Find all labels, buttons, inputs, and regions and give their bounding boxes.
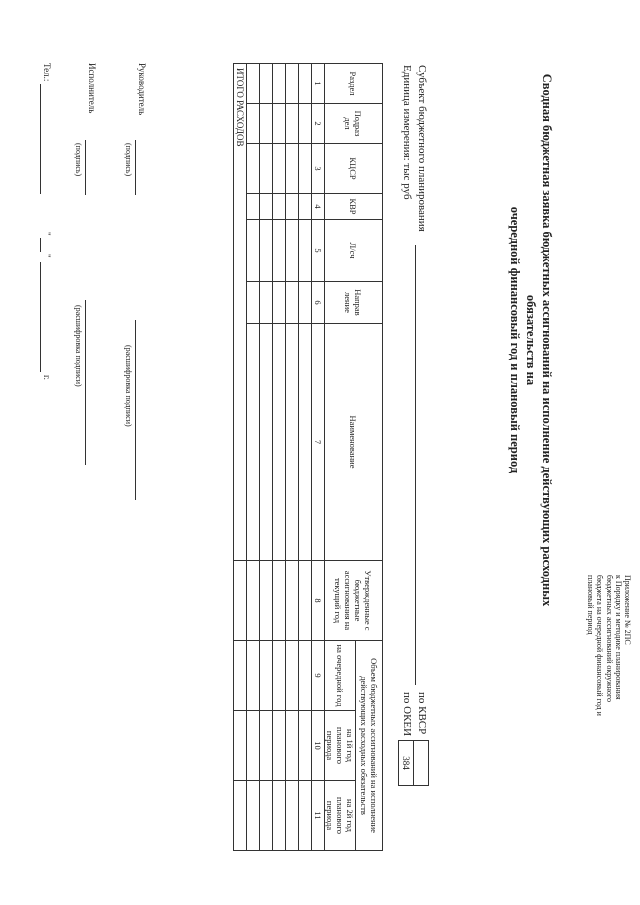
head-decode-caption: (расшифровка подписи) xyxy=(124,345,133,427)
table-cell[interactable] xyxy=(247,561,260,641)
date-open-quote: " xyxy=(42,232,52,236)
head-decode-line[interactable] xyxy=(135,320,136,500)
date-month-year-line[interactable] xyxy=(40,262,41,372)
kvsr-code-box[interactable] xyxy=(413,740,429,786)
column-number: 5 xyxy=(312,220,325,282)
table-cell[interactable] xyxy=(273,282,286,324)
head-label: Руководитель xyxy=(137,63,147,116)
table-cell[interactable] xyxy=(260,144,273,194)
header-ochered: на очередной год xyxy=(325,641,356,711)
table-cell[interactable] xyxy=(299,104,312,144)
table-cell[interactable] xyxy=(247,781,260,851)
total-row xyxy=(234,64,247,851)
header-lsch: Л/сч xyxy=(325,220,383,282)
table-cell[interactable] xyxy=(286,781,299,851)
header-kcsr: КЦСР xyxy=(325,144,383,194)
table-cell[interactable] xyxy=(286,104,299,144)
header-plan2: на 2й год планового периода xyxy=(325,781,356,851)
appendix-line: плановый период xyxy=(586,575,596,635)
column-number: 10 xyxy=(312,711,325,781)
kvsr-label: по КВСР xyxy=(416,692,428,735)
table-cell[interactable] xyxy=(273,104,286,144)
appendix-line: бюджета на очередной финансовый год и xyxy=(595,575,605,716)
column-number: 2 xyxy=(312,104,325,144)
table-cell[interactable] xyxy=(260,220,273,282)
table-cell[interactable] xyxy=(247,220,260,282)
header-plan1: на 1й год планового периода xyxy=(325,711,356,781)
column-number: 3 xyxy=(312,144,325,194)
table-cell[interactable] xyxy=(286,324,299,561)
table-cell[interactable] xyxy=(273,641,286,711)
unit-label: Единица измерения: тыс руб xyxy=(401,65,413,200)
appendix-line: Приложение № 2ПС xyxy=(623,575,632,645)
table-cell[interactable] xyxy=(247,641,260,711)
table-cell[interactable] xyxy=(299,711,312,781)
table-cell[interactable] xyxy=(286,220,299,282)
table-cell[interactable] xyxy=(286,64,299,104)
exec-label: Исполнитель xyxy=(87,63,97,114)
table-cell[interactable] xyxy=(273,561,286,641)
total-cell[interactable] xyxy=(234,711,247,781)
title-line-1: Сводная бюджетная заявка бюджетных ассигнований на исполнение действующих расходных обязательств на xyxy=(524,73,554,607)
table-cell[interactable] xyxy=(299,641,312,711)
table-cell[interactable] xyxy=(299,194,312,220)
table-cell[interactable] xyxy=(273,324,286,561)
header-naimenovanie: Наименование xyxy=(325,324,383,561)
table-cell[interactable] xyxy=(299,282,312,324)
table-cell[interactable] xyxy=(247,711,260,781)
table-row xyxy=(299,64,312,851)
header-obem-group: Объем бюджетных ассигнований на исполнение действующих расходных обязательств xyxy=(356,641,383,851)
table-cell[interactable] xyxy=(273,781,286,851)
appendix-line: бюджетных ассигнований окружного xyxy=(604,575,614,702)
table-cell[interactable] xyxy=(286,194,299,220)
table-cell[interactable] xyxy=(260,104,273,144)
table-cell[interactable] xyxy=(247,64,260,104)
header-utverzhdennye: Утвержденные с бюджетные ассигнования на текущий год xyxy=(325,561,383,641)
column-number: 6 xyxy=(312,282,325,324)
column-number: 11 xyxy=(312,781,325,851)
exec-sign-caption: (подпись) xyxy=(74,143,83,177)
total-cell[interactable] xyxy=(234,641,247,711)
table-cell[interactable] xyxy=(260,641,273,711)
table-cell[interactable] xyxy=(260,64,273,104)
table-cell[interactable] xyxy=(273,144,286,194)
table-cell[interactable] xyxy=(286,711,299,781)
table-row xyxy=(260,64,273,851)
exec-decode-caption: (расшифровка подписи) xyxy=(74,305,83,387)
document-title xyxy=(507,60,555,620)
column-number-row xyxy=(312,64,325,851)
table-row xyxy=(286,64,299,851)
column-number: 8 xyxy=(312,561,325,641)
phone-label: Тел.: xyxy=(42,63,52,82)
table-cell[interactable] xyxy=(286,282,299,324)
table-cell[interactable] xyxy=(273,194,286,220)
table-cell[interactable] xyxy=(286,561,299,641)
okei-code-box[interactable]: 384 xyxy=(398,740,414,786)
table-cell[interactable] xyxy=(260,781,273,851)
appendix-line: к Порядку и методике планирования xyxy=(613,575,623,700)
date-year-suffix: г. xyxy=(42,375,52,380)
subject-label: Субъект бюджетного планирования xyxy=(416,65,428,232)
total-cell[interactable] xyxy=(234,781,247,851)
head-sign-caption: (подпись) xyxy=(124,143,133,177)
column-number: 4 xyxy=(312,194,325,220)
table-cell[interactable] xyxy=(260,282,273,324)
budget-table xyxy=(233,63,383,851)
table-cell[interactable] xyxy=(273,64,286,104)
table-cell[interactable] xyxy=(247,282,260,324)
table-cell[interactable] xyxy=(247,144,260,194)
table-cell[interactable] xyxy=(260,561,273,641)
table-cell[interactable] xyxy=(247,194,260,220)
phone-line[interactable] xyxy=(40,84,41,194)
header-razdel: Раздел xyxy=(325,64,383,104)
column-number: 9 xyxy=(312,641,325,711)
total-label: ИТОГО РАСХОДОВ xyxy=(234,64,247,561)
table-cell[interactable] xyxy=(260,324,273,561)
header-kvr: КВР xyxy=(325,194,383,220)
table-cell[interactable] xyxy=(286,641,299,711)
table-row xyxy=(247,64,260,851)
header-row xyxy=(356,64,383,851)
column-number: 7 xyxy=(312,324,325,561)
table-cell[interactable] xyxy=(299,64,312,104)
table-cell[interactable] xyxy=(247,324,260,561)
table-cell[interactable] xyxy=(299,220,312,282)
table-cell[interactable] xyxy=(260,194,273,220)
appendix-note xyxy=(586,575,632,716)
table-cell[interactable] xyxy=(273,711,286,781)
date-day-line[interactable] xyxy=(40,238,41,252)
table-row xyxy=(273,64,286,851)
table-cell[interactable] xyxy=(273,220,286,282)
okei-label: по ОКЕИ xyxy=(401,692,413,737)
table-cell[interactable] xyxy=(286,144,299,194)
table-cell[interactable] xyxy=(260,711,273,781)
header-napravlenie: Направ ление xyxy=(325,282,383,324)
subject-input-line[interactable] xyxy=(415,245,416,685)
head-sign-line[interactable] xyxy=(135,140,136,195)
exec-decode-line[interactable] xyxy=(85,300,86,465)
table-cell[interactable] xyxy=(299,781,312,851)
header-podrazdel: Подраз дел xyxy=(325,104,383,144)
table-cell[interactable] xyxy=(247,104,260,144)
exec-sign-line[interactable] xyxy=(85,140,86,195)
table-cell[interactable] xyxy=(299,324,312,561)
date-close-quote: " xyxy=(42,254,52,258)
title-line-2: очередной финансовый год и плановый период xyxy=(508,206,522,474)
column-number: 1 xyxy=(312,64,325,104)
table-cell[interactable] xyxy=(299,144,312,194)
table-cell[interactable] xyxy=(299,561,312,641)
total-cell[interactable] xyxy=(234,561,247,641)
